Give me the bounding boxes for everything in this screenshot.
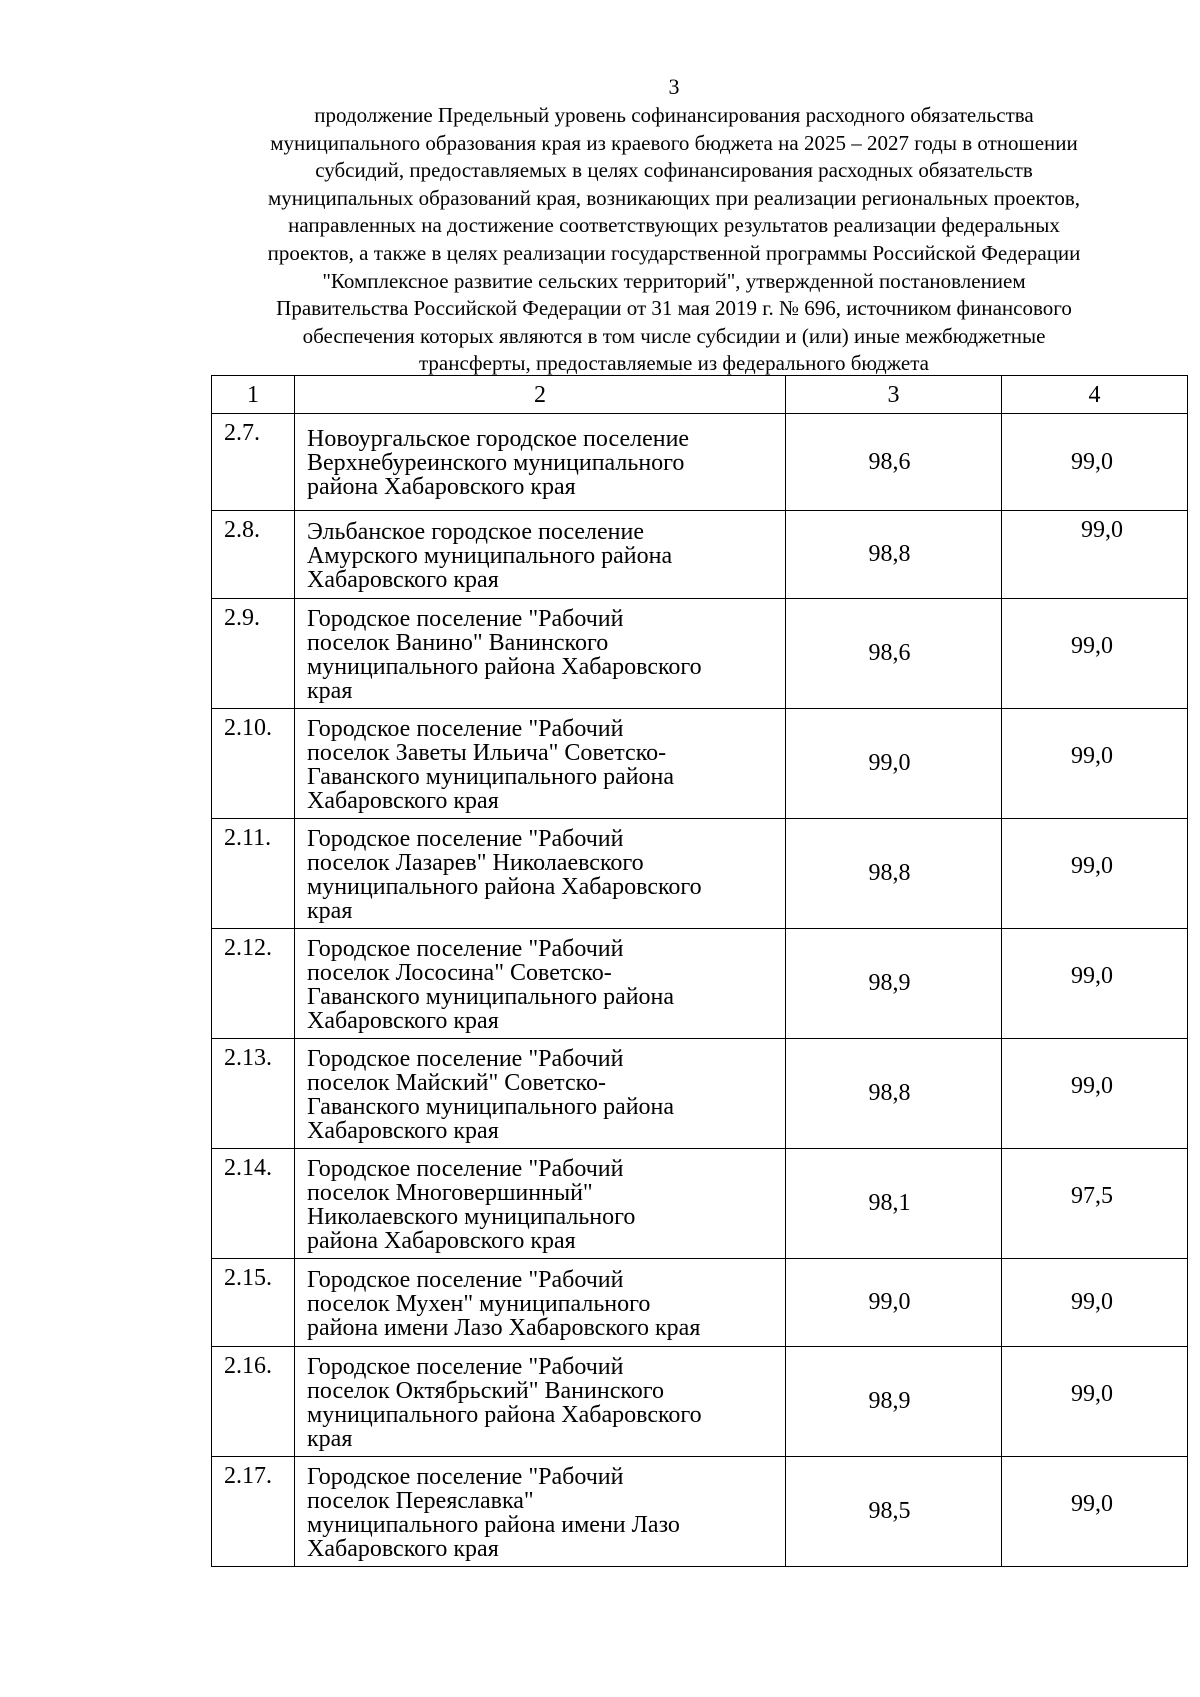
table-row — [212, 1347, 1188, 1457]
heading-line: Правительства Российской Федерации от 31 мая 2019 г. № 696, источником финансового — [276, 296, 1072, 321]
municipality-name — [295, 819, 786, 929]
name-line: края — [307, 677, 353, 704]
row-number: 2.13. — [212, 1039, 295, 1149]
name-line: Городское поселение "Рабочий — [307, 1266, 624, 1293]
row-number: 2.17. — [212, 1457, 295, 1567]
value-col4-cell — [1002, 1149, 1188, 1259]
name-line: Гаванского муниципального района — [307, 763, 675, 790]
column-header: 4 — [1002, 376, 1188, 414]
name-line: края — [307, 897, 353, 924]
name-line: поселок Майский" Советско- — [307, 1069, 607, 1096]
name-line: Новоургальское городское поселение — [307, 426, 690, 452]
name-line: Городское поселение "Рабочий — [307, 935, 624, 962]
value-col4: 99,0 — [1071, 743, 1113, 769]
table-row — [212, 1039, 1188, 1149]
value-col4: 99,0 — [1071, 1491, 1113, 1517]
value-col4-cell — [1002, 511, 1188, 599]
heading-line: "Комплексное развитие сельских территорий", утвержденной постановлением — [322, 268, 1026, 293]
name-line: Гаванского муниципального района — [307, 1093, 675, 1120]
name-line: Городское поселение "Рабочий — [307, 1045, 624, 1072]
row-number: 2.12. — [212, 929, 295, 1039]
row-number: 2.8. — [212, 511, 295, 599]
table-row — [212, 599, 1188, 709]
table-header-row — [212, 376, 1188, 414]
name-line: Николаевского муниципального — [307, 1203, 636, 1230]
name-line: поселок Мухен" муниципального — [307, 1290, 651, 1317]
name-line: Городское поселение "Рабочий — [307, 1463, 624, 1490]
value-col3: 98,9 — [786, 929, 1002, 1039]
name-line: Хабаровского края — [307, 787, 499, 814]
name-line: поселок Переяславка" — [307, 1487, 534, 1514]
municipality-name — [295, 929, 786, 1039]
name-line: края — [307, 1425, 353, 1452]
municipality-name — [295, 414, 786, 511]
value-col4: 99,0 — [1071, 1289, 1113, 1315]
name-line: Эльбанское городское поселение — [307, 518, 645, 545]
value-col3: 98,8 — [786, 1039, 1002, 1149]
value-col4: 97,5 — [1071, 1183, 1113, 1209]
municipality-name — [295, 1039, 786, 1149]
municipality-name — [295, 599, 786, 709]
municipality-name — [295, 1457, 786, 1567]
name-line: Хабаровского края — [307, 1535, 499, 1562]
value-col4: 99,0 — [1071, 853, 1113, 879]
table-row — [212, 1149, 1188, 1259]
table-row — [212, 414, 1188, 511]
name-line: Хабаровского края — [307, 1007, 499, 1034]
document-heading — [198, 102, 1150, 378]
name-line: муниципального района имени Лазо — [307, 1511, 680, 1538]
value-col4: 99,0 — [1071, 448, 1113, 475]
value-col3: 98,1 — [786, 1149, 1002, 1259]
value-col4-cell — [1002, 709, 1188, 819]
name-line: муниципального района Хабаровского — [307, 1401, 702, 1428]
value-col3: 98,8 — [786, 511, 1002, 599]
row-number: 2.16. — [212, 1347, 295, 1457]
heading-line: направленных на достижение соответствующих результатов реализации федеральных — [288, 213, 1060, 238]
cofinancing-table — [211, 375, 1188, 1567]
name-line: Хабаровского края — [307, 1117, 499, 1144]
heading-line: проектов, а также в целях реализации государственной программы Российской Федерации — [267, 240, 1081, 265]
value-col4-cell — [1002, 1259, 1188, 1347]
value-col3: 98,6 — [786, 414, 1002, 511]
column-header: 1 — [212, 376, 295, 414]
value-col4: 99,0 — [1071, 1381, 1113, 1407]
table-row — [212, 709, 1188, 819]
name-line: поселок Лазарев" Николаевского — [307, 849, 644, 876]
name-line: поселок Октябрьский" Ванинского — [307, 1377, 665, 1404]
value-col4-cell — [1002, 929, 1188, 1039]
name-line: Гаванского муниципального района — [307, 983, 675, 1010]
value-col4: 99,0 — [1081, 517, 1123, 543]
name-line: района Хабаровского края — [307, 474, 576, 500]
name-line: муниципального района Хабаровского — [307, 653, 702, 680]
name-line: муниципального района Хабаровского — [307, 873, 702, 900]
table-row — [212, 1259, 1188, 1347]
municipality-name — [295, 709, 786, 819]
name-line: поселок Ванино" Ванинского — [307, 629, 609, 656]
value-col3: 99,0 — [786, 709, 1002, 819]
value-col4-cell — [1002, 819, 1188, 929]
value-col3: 98,8 — [786, 819, 1002, 929]
value-col3: 98,6 — [786, 599, 1002, 709]
value-col3-cell — [786, 1259, 1002, 1347]
name-line: Городское поселение "Рабочий — [307, 715, 624, 742]
row-number: 2.11. — [212, 819, 295, 929]
name-line: Амурского муниципального района — [307, 542, 673, 569]
name-line: поселок Многовершинный" — [307, 1179, 593, 1206]
municipality-name — [295, 1259, 786, 1347]
row-number: 2.10. — [212, 709, 295, 819]
table-row — [212, 819, 1188, 929]
table-row — [212, 1457, 1188, 1567]
name-line: Хабаровского края — [307, 566, 499, 593]
heading-line: субсидий, предоставляемых в целях софинансирования расходных обязательств — [315, 158, 1033, 183]
heading-line: продолжение Предельный уровень софинансирования расходного обязательства — [314, 103, 1034, 127]
page-number: 3 — [668, 74, 680, 99]
municipality-name — [295, 511, 786, 599]
value-col3: 99,0 — [868, 1289, 911, 1315]
municipality-name — [295, 1347, 786, 1457]
row-number: 2.9. — [212, 599, 295, 709]
municipality-name — [295, 1149, 786, 1259]
column-header: 2 — [295, 376, 786, 414]
value-col4: 99,0 — [1071, 1073, 1113, 1099]
value-col4-cell — [1002, 414, 1188, 511]
heading-line: муниципального образования края из краевого бюджета на 2025 – 2027 годы в отношении — [270, 130, 1078, 155]
name-line: поселок Лососина" Советско- — [307, 959, 612, 986]
name-line: Верхнебуреинского муниципального — [307, 450, 685, 476]
heading-line: муниципальных образований края, возникающих при реализации региональных проектов, — [267, 185, 1080, 210]
row-number: 2.14. — [212, 1149, 295, 1259]
table-row — [212, 929, 1188, 1039]
heading-line: обеспечения которых являются в том числе субсидии и (или) иные межбюджетные — [302, 323, 1046, 348]
value-col3: 98,9 — [786, 1347, 1002, 1457]
name-line: района имени Лазо Хабаровского края — [307, 1314, 701, 1341]
column-header: 3 — [786, 376, 1002, 414]
table-row — [212, 511, 1188, 599]
row-number: 2.15. — [212, 1259, 295, 1347]
name-line: Городское поселение "Рабочий — [307, 825, 624, 852]
name-line: Городское поселение "Рабочий — [307, 1353, 624, 1380]
name-line: района Хабаровского края — [307, 1227, 576, 1254]
value-col4-cell — [1002, 599, 1188, 709]
value-col3: 98,5 — [786, 1457, 1002, 1567]
row-number: 2.7. — [212, 414, 295, 511]
name-line: Городское поселение "Рабочий — [307, 1155, 624, 1182]
value-col4: 99,0 — [1071, 633, 1113, 659]
value-col4: 99,0 — [1071, 963, 1113, 989]
value-col4-cell — [1002, 1039, 1188, 1149]
name-line: Городское поселение "Рабочий — [307, 605, 624, 632]
heading-line: трансферты, предоставляемые из федерального бюджета — [418, 351, 930, 376]
name-line: поселок Заветы Ильича" Советско- — [307, 739, 667, 766]
value-col4-cell — [1002, 1457, 1188, 1567]
value-col4-cell — [1002, 1347, 1188, 1457]
